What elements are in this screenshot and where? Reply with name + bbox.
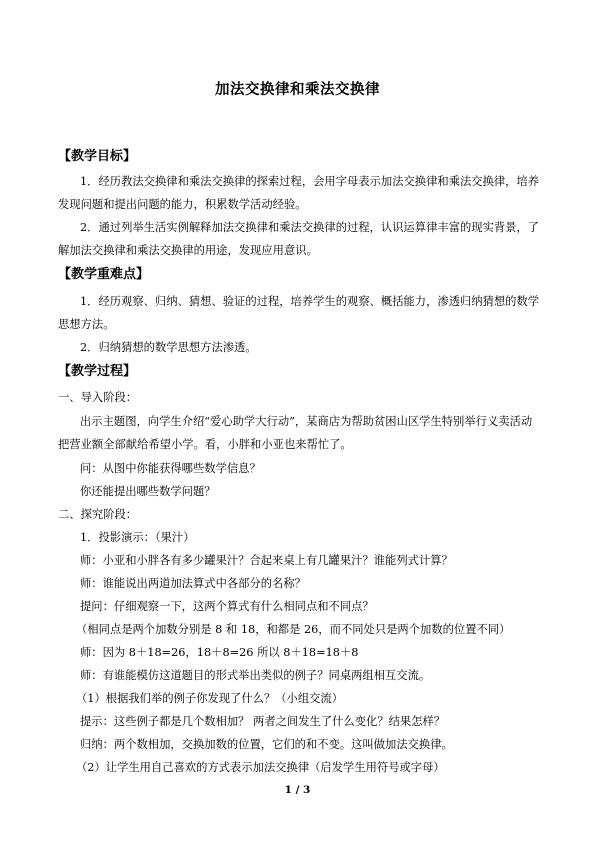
explore-line-10: 归纳：两个数相加，交换加数的位置，它们的和不变。这叫做加法交换律。 <box>80 738 453 751</box>
goals-paragraph-2: 2．通过列举生活实例解释加法交换律和乘法交换律的过程，认识运算律丰富的现实背景，了解加法交换律和乘法交换律的用途，发现应用意识。 <box>58 221 540 257</box>
heading-teaching-goals: 【教学目标】 <box>58 149 137 164</box>
section-intro-label: 一、导入阶段： <box>58 391 138 404</box>
intro-paragraph: 出示主题图，向学生介绍“爱心助学大行动”，某商店为帮助贫困山区学生特别举行义卖活动把营业额全部献给希望小学。看，小胖和小亚也来帮忙了。 <box>58 415 533 451</box>
heading-teaching-process: 【教学过程】 <box>58 364 137 379</box>
document-title: 加法交换律和乘法交换律 <box>215 81 380 98</box>
explore-line-3: 师：谁能说出两道加法算式中各部分的名称？ <box>80 577 306 590</box>
explore-line-4: 提问：仔细观察一下，这两个算式有什么相同点和不同点？ <box>80 600 374 613</box>
section-explore-label: 二、探究阶段： <box>58 508 138 521</box>
intro-question-2: 你还能提出哪些数学问题？ <box>80 485 216 498</box>
explore-line-1: 1．投影演示：（果汁） <box>80 531 195 544</box>
explore-line-8: （1）根据我们举的例子你发现了什么？（小组交流） <box>76 692 344 705</box>
keypoints-paragraph-2: 2．归纳猜想的数学思想方法渗透。 <box>80 341 257 354</box>
keypoints-paragraph-1: 1．经历观察、归纳、猜想、验证的过程，培养学生的观察、概括能力，渗透归纳猜想的数学思想方法。 <box>58 295 540 331</box>
intro-question-1: 问：从图中你能获得哪些数学信息？ <box>80 462 261 475</box>
goals-paragraph-1: 1．经历教法交换律和乘法交换律的探索过程，会用字母表示加法交换律和乘法交换律，培养发现问题和提出问题的能力，积累数学活动经验。 <box>58 175 540 211</box>
explore-line-7: 师：有谁能模仿这道题目的形式举出类似的例子？同桌两组相互交流。 <box>80 669 431 682</box>
explore-line-6: 师：因为 8＋18=26，18＋8=26 所以 8＋18=18＋8 <box>80 646 359 659</box>
explore-line-2: 师：小亚和小胖各有多少罐果汁？合起来桌上有几罐果汁？谁能列式计算？ <box>80 554 453 567</box>
explore-line-11: （2）让学生用自己喜欢的方式表示加法交换律（启发学生用符号或字母） <box>76 761 445 774</box>
page-number: 1 / 3 <box>284 784 311 796</box>
heading-key-difficult-points: 【教学重难点】 <box>58 267 150 282</box>
explore-line-9: 提示：这些例子都是几个数相加？ 两者之间发生了什么变化？结果怎样？ <box>80 715 446 728</box>
explore-line-5: （相同点是两个加数分别是 8 和 18，和都是 26，而不同处只是两个加数的位置不同） <box>76 623 511 636</box>
